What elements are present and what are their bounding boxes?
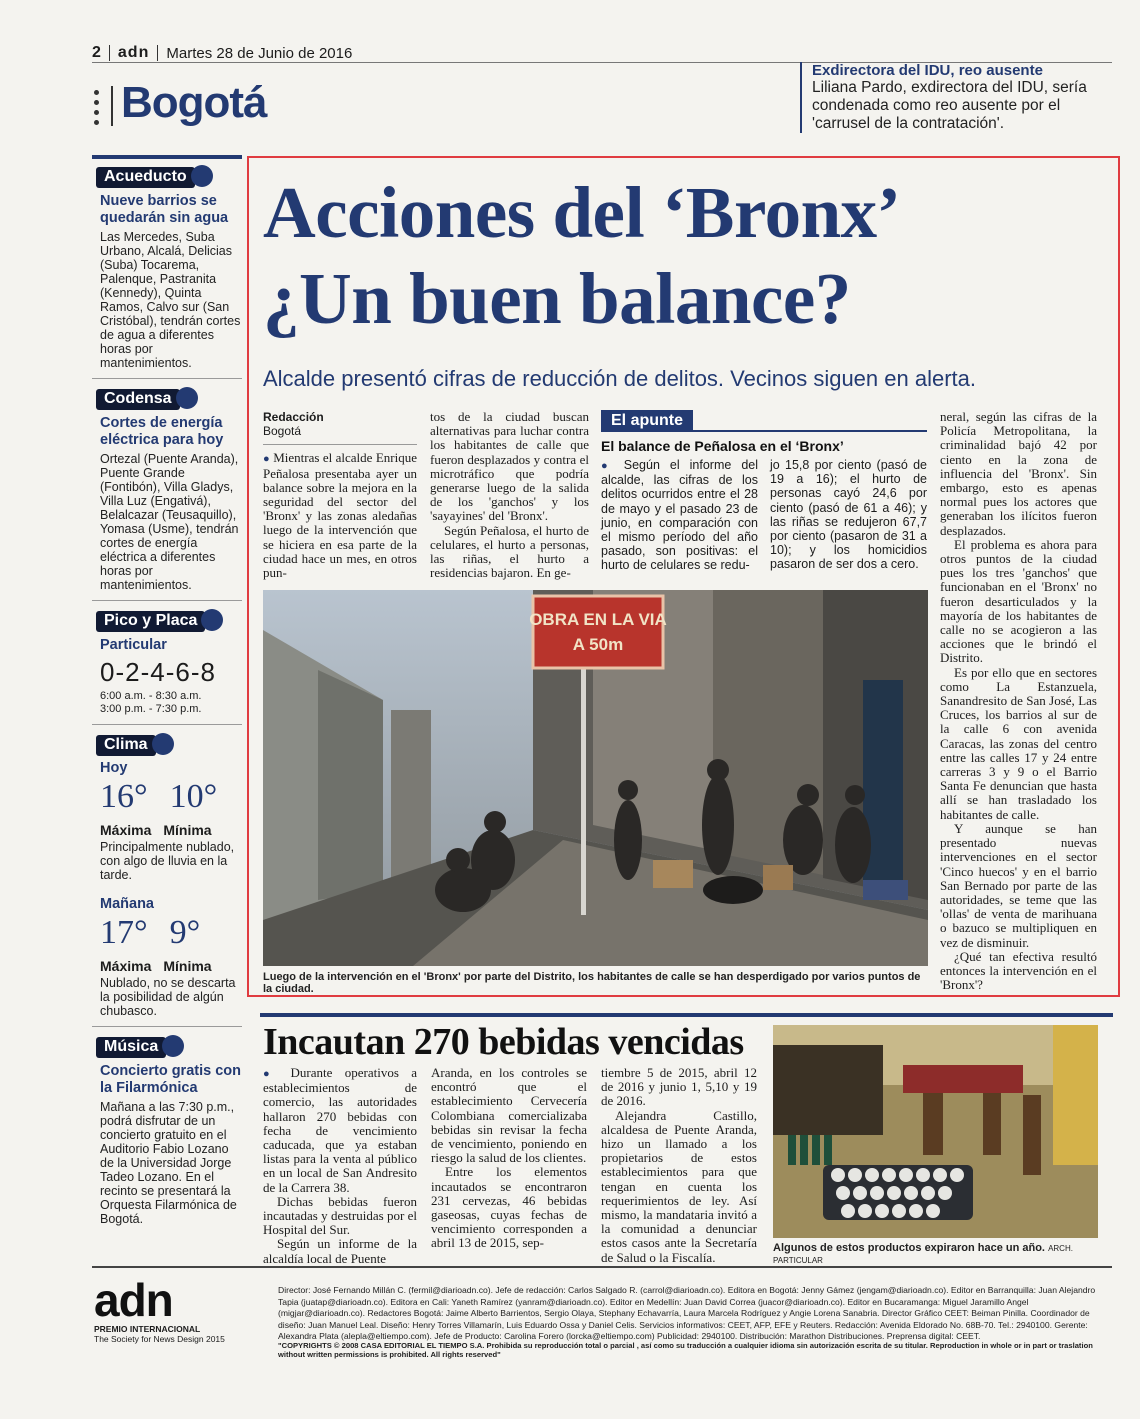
tomorrow-desc: Nublado, no se descarta la posibilidad de algún chubasco. bbox=[100, 976, 236, 1018]
max-label: Máxima bbox=[100, 958, 152, 974]
second-headline[interactable]: Incautan 270 bebidas vencidas bbox=[263, 1021, 744, 1063]
col5-p1: neral, según las cifras de la Policía Metropolitana, la criminalidad bajó 42 por ciento en la zona de influencia del 'Bronx'. Sin embargo, esto es apenas normal pues los actores que generaban los ilícitos fueron desplazados. bbox=[940, 409, 1097, 538]
teaser-title: Exdirectora del IDU, reo ausente bbox=[812, 62, 1043, 79]
page-number: 2 bbox=[92, 44, 101, 61]
tomorrow-temps bbox=[100, 914, 242, 952]
footer-logo: adn bbox=[94, 1274, 173, 1326]
copyright: "COPYRIGHTS © 2008 CASA EDITORIAL EL TIEMPO S.A. Prohibida su reproducción total o parcial , así como su traducción a cualquier idioma sin autorización escrita de su titular. Reproduction in whole or in part or traslation without written permissions is prohibited. All rights reserved" bbox=[278, 1341, 1093, 1359]
pico-placa-title: Particular bbox=[100, 637, 167, 653]
tomorrow-label: Mañana bbox=[100, 896, 154, 912]
pico-placa-box bbox=[92, 611, 242, 725]
bullet-icon: ● bbox=[601, 460, 624, 472]
issue-date: Martes 28 de Junio de 2016 bbox=[166, 44, 353, 62]
second-col3-p1: tiembre 5 de 2015, abril 12 de 2016 y junio 1, 5,10 y 19 de 2016. bbox=[601, 1065, 757, 1109]
second-col1-p2: Dichas bebidas fueron incautadas y destruidas por el Hospital del Sur. bbox=[263, 1193, 417, 1238]
max-label: Máxima bbox=[100, 822, 152, 838]
apunte-title: El balance de Peñalosa en el ‘Bronx’ bbox=[601, 438, 844, 454]
apunte-col-1 bbox=[601, 458, 758, 573]
sidebar bbox=[92, 155, 242, 1244]
acueducto-body: Las Mercedes, Suba Urbano, Alcalá, Delicias (Suba) Tocarema, Palenque, Pastranita (Kennedy), Quinta Ramos, Calvo sur (San Cristóbal), tendrán cortes de agua a diferentes horas por mantenimientos. bbox=[100, 230, 241, 370]
photo-caption: Luego de la intervención en el 'Bronx' por parte del Distrito, los habitantes de calle se han desperdigado por varios puntos de la ciudad. bbox=[263, 971, 921, 995]
sign-text-2: A 50m bbox=[572, 635, 624, 654]
apunte-col1-text: Según el informe del alcalde, las cifras de los delitos ocurridos entre el 28 de mayo y el pasado 23 de junio, en comparación con el mismo período del año pasado, son positivas: el hurto de celulares se redu- bbox=[601, 458, 759, 573]
footer-logo-block bbox=[94, 1276, 274, 1344]
musica-title: Concierto gratis con la Filarmónica bbox=[100, 1063, 241, 1096]
musica-box bbox=[92, 1037, 242, 1234]
col5-p4: Y aunque se han presentado nuevas intervenciones en el sector 'Cinco huecos' y en el barrio San Bernado por parte de las autoridades, se teme que las 'ollas' de venta de marihuana o bazuco se multipliquen en vez de disminuir. bbox=[940, 820, 1097, 950]
main-headline[interactable] bbox=[263, 170, 1113, 342]
col2-p1: tos de la ciudad buscan alternativas para luchar contra los habitantes de calle que fueron desplazados y contra el microtráfico que podría generarse luego de la salida de los 'ganchos' y los 'sayayines' del 'Bronx'. bbox=[430, 409, 589, 524]
award-label: PREMIO INTERNACIONAL bbox=[94, 1324, 201, 1334]
acueducto-box bbox=[92, 167, 242, 379]
min-label: Mínima bbox=[163, 958, 212, 974]
byline-name: Redacción bbox=[263, 410, 324, 424]
plate-numbers: 0-2-4-6-8 bbox=[100, 657, 216, 687]
col5-p2: El problema es ahora para otros puntos de la ciudad pues los tres 'ganchos' que funcionaban en el 'Bronx' no fueron desarticulados y la mayoría de los habitantes de calle no se acogieron a las acciones que le brindó el Distrito. bbox=[940, 536, 1097, 666]
second-col2-p2: Entre los elementos incautados se encontraron 231 cervezas, 46 bebidas gaseosas, cuyas fechas de vencimiento corresponden a abril 13 de 2015, sep- bbox=[431, 1164, 587, 1251]
story-photo[interactable] bbox=[263, 590, 928, 966]
today-max: 16° bbox=[100, 778, 148, 815]
tomorrow-min: 9° bbox=[169, 914, 201, 951]
headline-line-1: Acciones del ‘Bronx’ bbox=[263, 172, 901, 253]
divider bbox=[157, 45, 158, 61]
codensa-box bbox=[92, 389, 242, 601]
today-temps bbox=[100, 778, 242, 816]
hours-afternoon: 3:00 p.m. - 7:30 p.m. bbox=[100, 703, 202, 715]
photo-credit: ARCH. PARTICULAR bbox=[773, 1244, 1073, 1265]
story-deck: Alcalde presentó cifras de reducción de delitos. Vecinos siguen en alerta. bbox=[263, 366, 976, 391]
bebidas-photo[interactable] bbox=[773, 1025, 1098, 1238]
col2-p2: Según Peñalosa, el hurto de celulares, el hurto a personas, las riñas, el hurto a residencias bajaron. En ge- bbox=[430, 522, 589, 581]
story-column-5 bbox=[940, 410, 1097, 992]
masthead-line bbox=[92, 44, 352, 62]
byline bbox=[263, 410, 417, 438]
min-label: Mínima bbox=[163, 822, 212, 838]
street-scene-illustration bbox=[263, 590, 928, 966]
tomorrow-max: 17° bbox=[100, 914, 148, 951]
bottles-illustration bbox=[773, 1025, 1098, 1238]
acueducto-title: Nueve barrios se quedarán sin agua bbox=[100, 193, 229, 226]
teaser[interactable] bbox=[800, 62, 1112, 133]
footer-rule bbox=[92, 1266, 1112, 1268]
bebidas-caption-text: Algunos de estos productos expiraron hace un año. bbox=[773, 1242, 1045, 1254]
second-col3-p2: Alejandra Castillo, alcaldesa de Puente Aranda, hizo un llamado a los propietarios de estos establecimientos para que tengan en cuenta los requerimientos de ley. Así mismo, la mandataria invitó a la comunidad a denunciar estos casos ante la Secretaría de Salud o la Fiscalía. bbox=[601, 1107, 757, 1265]
today-temp-labels bbox=[100, 822, 242, 838]
section-title: Bogotá bbox=[121, 78, 267, 127]
col1-text: Mientras el alcalde Enrique Peñalosa presentaba ayer un balance sobre la mejora en la seguridad del sector del 'Bronx' y las zonas aledañas luego de la intervención que se hiciera en esa parte de la ciudad hace un mes, en otros pun- bbox=[263, 450, 417, 581]
teaser-body: Liliana Pardo, exdirectora del IDU, sería condenada como reo ausente por el 'carrusel de la contratación'. bbox=[812, 79, 1087, 132]
headline-line-2: ¿Un buen balance? bbox=[263, 258, 851, 339]
brand-logo: adn bbox=[117, 44, 150, 61]
bullet-icon: ● bbox=[263, 453, 270, 466]
bullet-icon: ● bbox=[263, 1068, 291, 1080]
col5-p5: ¿Qué tan efectiva resultó entonces la intervención en el 'Bronx'? bbox=[940, 948, 1097, 993]
divider bbox=[111, 86, 113, 126]
col5-p3: Es por ello que en sectores como La Estanzuela, Sanandresito de San José, Las Cruces, los barrios al sur de la calle 6 con avenida Caracas, las zonas del centro entre las calles 17 y 24 entre carreras 3 y 9 o el Barrio Santa Fe denuncian que hasta allí se han trasladado los habitantes de calle. bbox=[940, 664, 1097, 822]
today-label: Hoy bbox=[100, 760, 128, 776]
tomorrow-temp-labels bbox=[100, 958, 242, 974]
second-column-2 bbox=[431, 1066, 587, 1251]
apunte-col-2: jo 15,8 por ciento (pasó de 19 a 16); el hurto de personas cayó 24,6 por ciento (pasó de 61 a 46); y las riñas se redujeron 67,7 por ciento (pasaron de 31 a 10); y los homicidios pasaron de ser dos a cero. bbox=[770, 458, 927, 572]
bebidas-caption bbox=[773, 1242, 1113, 1266]
byline-place: Bogotá bbox=[263, 424, 302, 439]
second-col2-p1: Aranda, en los controles se encontró que el establecimiento Cervecería Colombiana comercializaba bebidas sin revisar la fecha de vencimiento, poniendo en riesgo la salud de los clientes. bbox=[431, 1065, 587, 1166]
today-min: 10° bbox=[169, 778, 218, 815]
clima-box bbox=[92, 735, 242, 1027]
apunte-tag: El apunte bbox=[601, 410, 693, 432]
staff-credits: Director: José Fernando Millán C. (fermil@diarioadn.co). Jefe de redacción: Carlos Salgado R. (carrol@diarioadn.co). Editora en Bogotá: Jenny Gámez (jengam@diarioadn.co). Editor en Barranquilla: Juan Alejandro Tapia (juatap@diarioadn.co). Editora en Cali: Yaneth Ramírez (yanram@diarioadn.co). Editor en Medellín: Juan David Correa (juacor@diarioadn.co). Editor en Bucaramanga: Miguel Jaramillo Angel (migjar@diarioadn.co). Redactores Bogotá: Jaime Alberto Barrientos, Sergio Olaya, Stephany Echavarría, Laura Marcela Rodríguez y Angie Lorena Sanabria. Director Gráfico CEET: Beiman Pinilla. Coordinador de diseño: Juan Manuel Leal. Diseño: Henry Torres Villamarín, Luis Eduardo Ossa y Daniel Celis. Servicios informativos: CEET, AFP, EFE y Reuters. Redacción: Avenida Eldorado No. 68B-70. Tel.: 2940100. Gerente: Alexandra Plata (alepla@eltiempo.com). Jefe de Producto: Carolina Forero (lorcka@eltiempo.com) Publicidad: 2940100. Distribución: Marathon Distribuciones. Preprensa digital: CEET. bbox=[278, 1285, 1096, 1342]
pico-placa-tag: Pico y Placa bbox=[96, 611, 205, 632]
second-story-rule bbox=[260, 1013, 1113, 1017]
second-column-1 bbox=[263, 1066, 417, 1266]
second-col1-p1 bbox=[263, 1066, 417, 1195]
codensa-tag: Codensa bbox=[96, 389, 180, 410]
section-dots-icon bbox=[92, 90, 102, 130]
second-column-3 bbox=[601, 1066, 757, 1265]
divider bbox=[109, 45, 110, 61]
second-col1-p3: Según un informe de la alcaldía local de Puente bbox=[263, 1236, 417, 1266]
acueducto-tag: Acueducto bbox=[96, 167, 195, 188]
clima-tag: Clima bbox=[96, 735, 156, 756]
musica-body: Mañana a las 7:30 p.m., podrá disfrutar de un concierto gratuito en el Auditorio Fabio Lozano de la Universidad Jorge Tadeo Lozano. En el recinto se presentará la Orquesta Filarmónica de Bogotá. bbox=[100, 1100, 237, 1226]
apunte-columns bbox=[601, 458, 927, 573]
sign-text-1: OBRA EN LA VIA bbox=[529, 610, 667, 629]
codensa-title: Cortes de energía eléctrica para hoy bbox=[100, 415, 224, 448]
hours-morning: 6:00 a.m. - 8:30 a.m. bbox=[100, 690, 202, 702]
today-desc: Principalmente nublado, con algo de lluvia en la tarde. bbox=[100, 840, 235, 882]
apunte-box bbox=[601, 410, 927, 573]
story-column-1 bbox=[263, 410, 417, 580]
codensa-body: Ortezal (Puente Aranda), Puente Grande (Fontibón), Villa Gladys, Villa Luz (Engativá), Belalcazar (Teusaquillo), Yomasa (Usme), tendrán cortes de energía eléctrica a diferentes horas por mantenimientos. bbox=[100, 452, 239, 592]
musica-tag: Música bbox=[96, 1037, 166, 1058]
story-column-2 bbox=[430, 410, 589, 580]
award-sub: The Society for News Design 2015 bbox=[94, 1334, 225, 1344]
second-col1-text: Durante operativos a establecimientos de comercio, las autoridades hallaron 270 bebidas con fecha de vencimiento caducada, que ya estaban listas para la venta al público en un local de San Andresito de la Carrera 38. bbox=[263, 1065, 417, 1195]
